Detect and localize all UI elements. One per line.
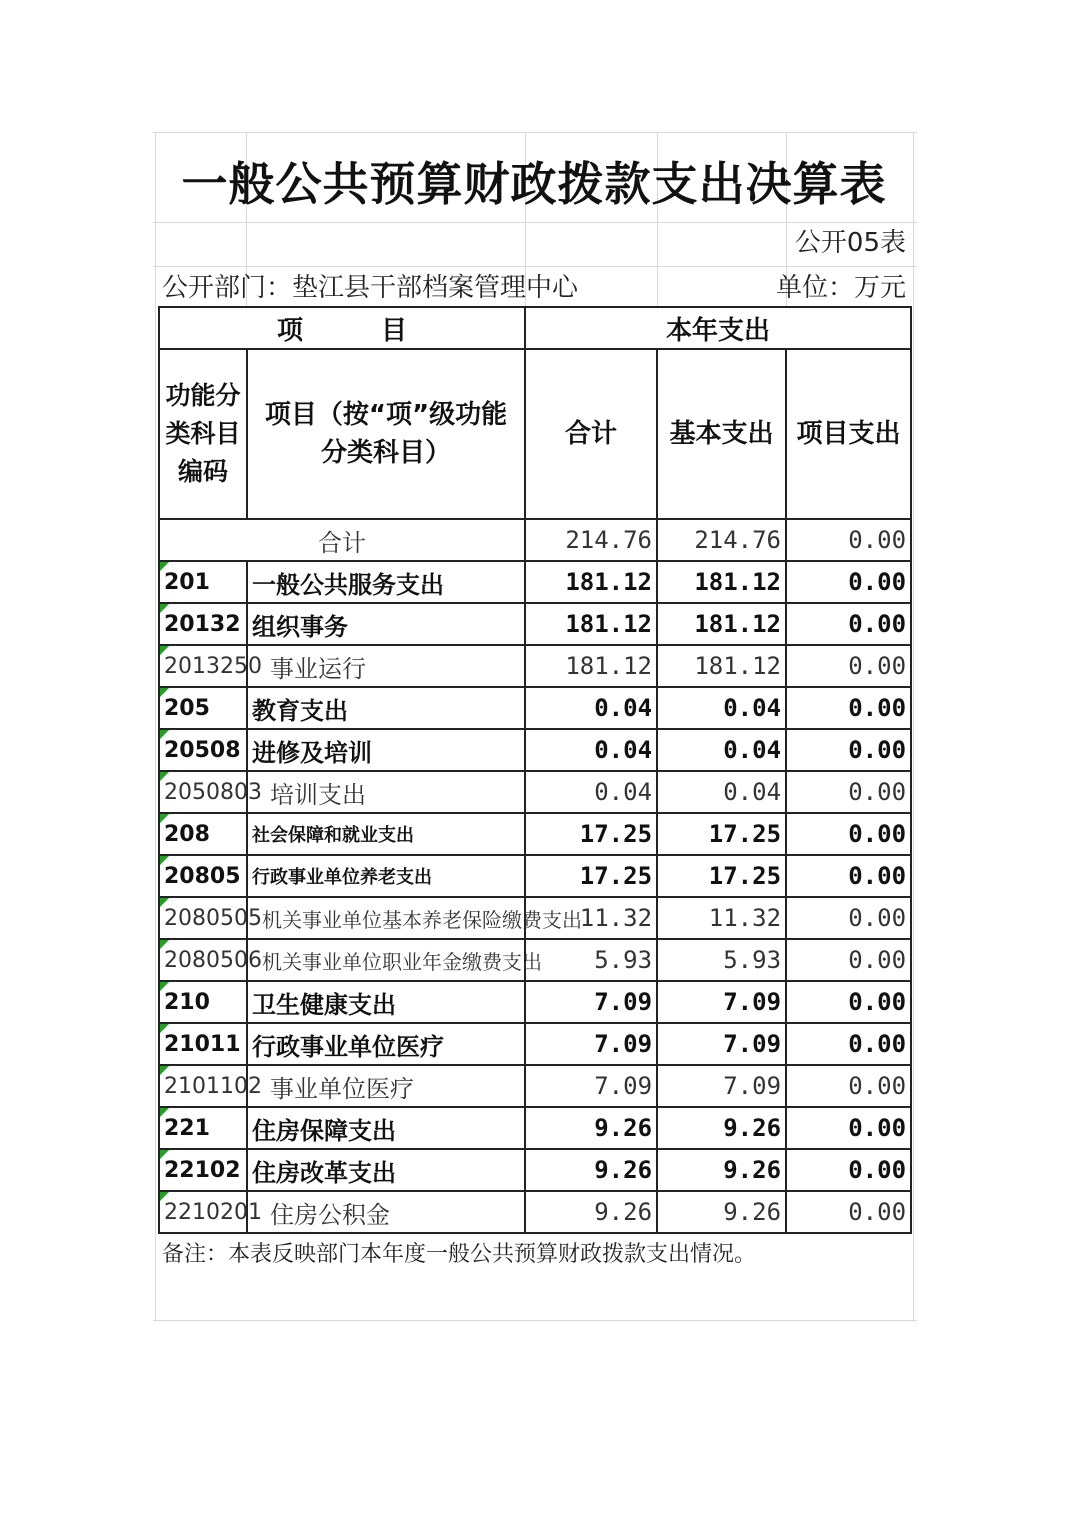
name-cell: 住房保障支出 [247, 1107, 525, 1149]
table-row [159, 1191, 911, 1233]
table-row [159, 687, 911, 729]
project-cell: 0.00 [786, 687, 911, 729]
code-cell: 2210201 [159, 1191, 247, 1233]
basic-cell: 9.26 [657, 1191, 786, 1233]
project-cell: 0.00 [786, 813, 911, 855]
name-cell: 机关事业单位基本养老保险缴费支出 [247, 897, 525, 939]
table-row [159, 771, 911, 813]
basic-column-header: 基本支出 [657, 349, 786, 519]
total-cell: 7.09 [525, 1065, 657, 1107]
basic-cell: 0.04 [657, 729, 786, 771]
total-cell: 0.04 [525, 687, 657, 729]
code-cell: 221 [159, 1107, 247, 1149]
table-row [159, 939, 911, 981]
project-cell: 0.00 [786, 939, 911, 981]
sheet-gridline [153, 132, 917, 133]
project-cell: 0.00 [786, 1149, 911, 1191]
code-cell: 20508 [159, 729, 247, 771]
table-row [159, 855, 911, 897]
basic-cell: 181.12 [657, 603, 786, 645]
project-cell: 0.00 [786, 561, 911, 603]
basic-cell: 9.26 [657, 1149, 786, 1191]
total-cell: 181.12 [525, 645, 657, 687]
table-note: 备注：本表反映部门本年度一般公共预算财政拨款支出情况。 [162, 1242, 757, 1267]
code-cell: 2101102 [159, 1065, 247, 1107]
name-cell: 组织事务 [247, 603, 525, 645]
name-cell: 事业运行 [247, 645, 525, 687]
table-row [159, 1023, 911, 1065]
name-cell: 教育支出 [247, 687, 525, 729]
total-cell: 0.04 [525, 729, 657, 771]
project-cell: 0.00 [786, 897, 911, 939]
basic-cell: 0.04 [657, 687, 786, 729]
code-cell: 201 [159, 561, 247, 603]
basic-cell: 7.09 [657, 1023, 786, 1065]
code-cell: 22102 [159, 1149, 247, 1191]
expense-group-header: 本年支出 [525, 307, 911, 349]
name-cell: 住房改革支出 [247, 1149, 525, 1191]
code-cell: 2080505 [159, 897, 247, 939]
name-cell: 行政事业单位医疗 [247, 1023, 525, 1065]
code-column-header: 功能分类科目编码 [159, 349, 247, 519]
code-cell: 210 [159, 981, 247, 1023]
total-cell: 181.12 [525, 561, 657, 603]
header-row-columns [159, 349, 911, 519]
table-row [159, 1107, 911, 1149]
total-cell: 5.93 [525, 939, 657, 981]
name-cell: 卫生健康支出 [247, 981, 525, 1023]
code-cell: 2050803 [159, 771, 247, 813]
basic-cell: 5.93 [657, 939, 786, 981]
project-cell: 0.00 [786, 519, 911, 561]
total-cell: 9.26 [525, 1191, 657, 1233]
basic-cell: 17.25 [657, 855, 786, 897]
total-cell: 17.25 [525, 813, 657, 855]
name-cell: 社会保障和就业支出 [247, 813, 525, 855]
code-cell: 2080506 [159, 939, 247, 981]
table-row [159, 981, 911, 1023]
code-cell: 20132 [159, 603, 247, 645]
name-cell: 培训支出 [247, 771, 525, 813]
project-cell: 0.00 [786, 1107, 911, 1149]
total-row [159, 519, 911, 561]
table-row [159, 1149, 911, 1191]
report-meta [158, 264, 910, 306]
name-cell: 一般公共服务支出 [247, 561, 525, 603]
sheet-gridline [913, 132, 914, 1322]
project-cell: 0.00 [786, 981, 911, 1023]
total-cell: 17.25 [525, 855, 657, 897]
project-cell: 0.00 [786, 1023, 911, 1065]
code-cell: 2013250 [159, 645, 247, 687]
total-cell: 181.12 [525, 603, 657, 645]
project-cell: 0.00 [786, 729, 911, 771]
basic-cell: 7.09 [657, 1065, 786, 1107]
project-column-header: 项目支出 [786, 349, 911, 519]
basic-cell: 9.26 [657, 1107, 786, 1149]
total-label: 合计 [159, 519, 525, 561]
basic-cell: 17.25 [657, 813, 786, 855]
name-column-header: 项目（按“项”级功能分类科目） [247, 349, 525, 519]
total-cell: 0.04 [525, 771, 657, 813]
code-cell: 21011 [159, 1023, 247, 1065]
code-cell: 208 [159, 813, 247, 855]
basic-cell: 11.32 [657, 897, 786, 939]
basic-cell: 181.12 [657, 561, 786, 603]
total-cell: 214.76 [525, 519, 657, 561]
header-row-groups [159, 307, 911, 349]
total-cell: 11.32 [525, 897, 657, 939]
basic-cell: 181.12 [657, 645, 786, 687]
total-cell: 9.26 [525, 1149, 657, 1191]
table-row [159, 561, 911, 603]
sheet-gridline [155, 132, 156, 1322]
total-cell: 9.26 [525, 1107, 657, 1149]
total-column-header: 合计 [525, 349, 657, 519]
name-cell: 住房公积金 [247, 1191, 525, 1233]
project-cell: 0.00 [786, 855, 911, 897]
table-row [159, 645, 911, 687]
name-cell: 机关事业单位职业年金缴费支出 [247, 939, 525, 981]
project-cell: 0.00 [786, 771, 911, 813]
report-sheet [158, 140, 910, 1276]
name-cell: 事业单位医疗 [247, 1065, 525, 1107]
basic-cell: 7.09 [657, 981, 786, 1023]
department-label: 公开部门：垫江县干部档案管理中心 [162, 272, 579, 303]
report-title: 一般公共预算财政拨款支出决算表 [181, 157, 887, 211]
item-group-header: 项 目 [159, 307, 525, 349]
table-row [159, 603, 911, 645]
total-cell: 7.09 [525, 981, 657, 1023]
project-cell: 0.00 [786, 603, 911, 645]
code-cell: 20805 [159, 855, 247, 897]
project-cell: 0.00 [786, 1191, 911, 1233]
basic-cell: 214.76 [657, 519, 786, 561]
basic-cell: 0.04 [657, 771, 786, 813]
table-row [159, 729, 911, 771]
total-cell: 7.09 [525, 1023, 657, 1065]
name-cell: 进修及培训 [247, 729, 525, 771]
form-number: 公开05表 [794, 228, 906, 258]
table-row [159, 897, 911, 939]
name-cell: 行政事业单位养老支出 [247, 855, 525, 897]
expense-table [158, 306, 912, 1234]
table-row [159, 813, 911, 855]
table-row [159, 1065, 911, 1107]
project-cell: 0.00 [786, 645, 911, 687]
project-cell: 0.00 [786, 1065, 911, 1107]
unit-label: 单位：万元 [775, 272, 906, 303]
sheet-gridline [153, 1320, 917, 1321]
code-cell: 205 [159, 687, 247, 729]
